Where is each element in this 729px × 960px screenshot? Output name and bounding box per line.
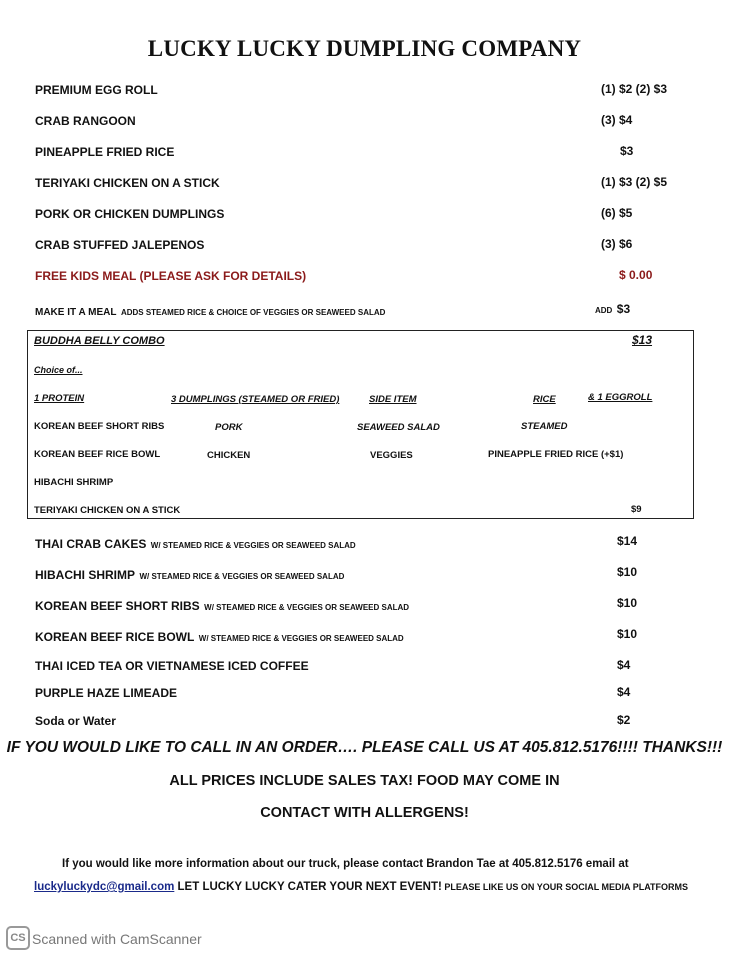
menu-item-price: (6) $5 xyxy=(601,206,633,220)
combo-price: $13 xyxy=(632,333,653,347)
drink-name: THAI ICED TEA OR VIETNAMESE ICED COFFEE xyxy=(35,659,309,673)
make-it-a-meal xyxy=(35,302,385,320)
drink-price: $4 xyxy=(617,685,631,699)
entree-price: $10 xyxy=(617,565,638,579)
combo-side: SEAWEED SALAD xyxy=(357,422,440,433)
camscanner-logo: CS xyxy=(6,926,30,950)
combo-protein: KOREAN BEEF RICE BOWL xyxy=(34,449,161,460)
call-in-order-line: IF YOU WOULD LIKE TO CALL IN AN ORDER…. PLEASE CALL US AT 405.812.5176!!!! THANKS!!! xyxy=(6,739,723,756)
combo-protein: KOREAN BEEF SHORT RIBS xyxy=(34,421,165,432)
contact-info-line2 xyxy=(34,877,688,895)
menu-item-price: (3) $6 xyxy=(601,237,633,251)
menu-item-name: TERIYAKI CHICKEN ON A STICK xyxy=(35,176,220,190)
make-it-a-meal-label: MAKE IT A MEAL xyxy=(35,307,117,318)
menu-item-name: PINEAPPLE FRIED RICE xyxy=(35,145,175,159)
combo-side: VEGGIES xyxy=(370,450,413,461)
drink-price: $4 xyxy=(617,658,631,672)
menu-item-price: (1) $3 (2) $5 xyxy=(601,175,668,189)
menu-item-name: PREMIUM EGG ROLL xyxy=(35,83,158,97)
menu-item-price: $3 xyxy=(620,144,634,158)
combo-teriyaki-price: $9 xyxy=(631,504,642,515)
combo-rice: PINEAPPLE FRIED RICE (+$1) xyxy=(488,449,624,460)
combo-dumpling: PORK xyxy=(215,422,243,433)
entree-row xyxy=(35,535,356,553)
sales-tax-notice: ALL PRICES INCLUDE SALES TAX! FOOD MAY COME IN xyxy=(169,773,560,789)
entree-desc: W/ STEAMED RICE & VEGGIES OR SEAWEED SALAD xyxy=(198,634,404,643)
entree-name: THAI CRAB CAKES xyxy=(35,537,147,551)
make-it-a-meal-price xyxy=(595,300,630,318)
camscanner-watermark: Scanned with CamScanner xyxy=(32,931,202,947)
combo-choice-of: Choice of... xyxy=(34,365,83,375)
drink-name: PURPLE HAZE LIMEADE xyxy=(35,686,178,700)
entree-price: $10 xyxy=(617,596,638,610)
free-kids-meal: FREE KIDS MEAL (PLEASE ASK FOR DETAILS) xyxy=(35,269,307,283)
entree-desc: W/ STEAMED RICE & VEGGIES OR SEAWEED SALAD xyxy=(204,603,410,612)
menu-item-price: (1) $2 (2) $3 xyxy=(601,82,668,96)
allergen-notice: CONTACT WITH ALLERGENS! xyxy=(260,805,469,821)
combo-protein: TERIYAKI CHICKEN ON A STICK xyxy=(34,505,181,516)
social-media-message: PLEASE LIKE US ON YOUR SOCIAL MEDIA PLATFORMS xyxy=(441,882,689,892)
free-kids-meal-price: $ 0.00 xyxy=(619,268,653,282)
entree-row xyxy=(35,597,409,615)
menu-item-name: PORK OR CHICKEN DUMPLINGS xyxy=(35,207,225,221)
combo-dumpling: CHICKEN xyxy=(207,450,251,461)
add-price: $3 xyxy=(616,302,631,316)
entree-desc: W/ STEAMED RICE & VEGGIES OR SEAWEED SALAD xyxy=(150,541,356,550)
combo-header-protein: 1 PROTEIN xyxy=(34,393,85,404)
email-link[interactable]: luckyluckydc@gmail.com xyxy=(34,881,175,893)
add-prefix: ADD xyxy=(595,306,613,315)
drink-name: Soda or Water xyxy=(35,714,116,728)
entree-desc: W/ STEAMED RICE & VEGGIES OR SEAWEED SALAD xyxy=(139,572,345,581)
entree-name: HIBACHI SHRIMP xyxy=(35,568,136,582)
combo-protein: HIBACHI SHRIMP xyxy=(34,477,114,488)
entree-name: KOREAN BEEF SHORT RIBS xyxy=(35,599,200,613)
contact-info: If you would like more information about our truck, please contact Brandon Tae at 405.812.5176 email at xyxy=(62,858,629,870)
menu-item-name: CRAB RANGOON xyxy=(35,114,136,128)
menu-title: LUCKY LUCKY DUMPLING COMPANY xyxy=(147,36,582,61)
combo-header-eggroll: & 1 EGGROLL xyxy=(588,392,653,403)
entree-row xyxy=(35,628,404,646)
entree-price: $10 xyxy=(617,627,638,641)
menu-item-price: (3) $4 xyxy=(601,113,633,127)
combo-header-rice: RICE xyxy=(533,394,556,405)
make-it-a-meal-desc: ADDS STEAMED RICE & CHOICE OF VEGGIES OR SEAWEED SALAD xyxy=(120,308,386,317)
combo-header-dumplings: 3 DUMPLINGS (STEAMED OR FRIED) xyxy=(171,394,340,405)
entree-name: KOREAN BEEF RICE BOWL xyxy=(35,630,195,644)
entree-row xyxy=(35,566,344,584)
entree-price: $14 xyxy=(617,534,638,548)
combo-title: BUDDHA BELLY COMBO xyxy=(34,335,165,347)
cater-message: LET LUCKY LUCKY CATER YOUR NEXT EVENT! xyxy=(174,881,442,893)
combo-header-side: SIDE ITEM xyxy=(369,394,417,405)
menu-item-name: CRAB STUFFED JALEPENOS xyxy=(35,238,205,252)
combo-rice: STEAMED xyxy=(521,421,568,432)
drink-price: $2 xyxy=(617,713,631,727)
